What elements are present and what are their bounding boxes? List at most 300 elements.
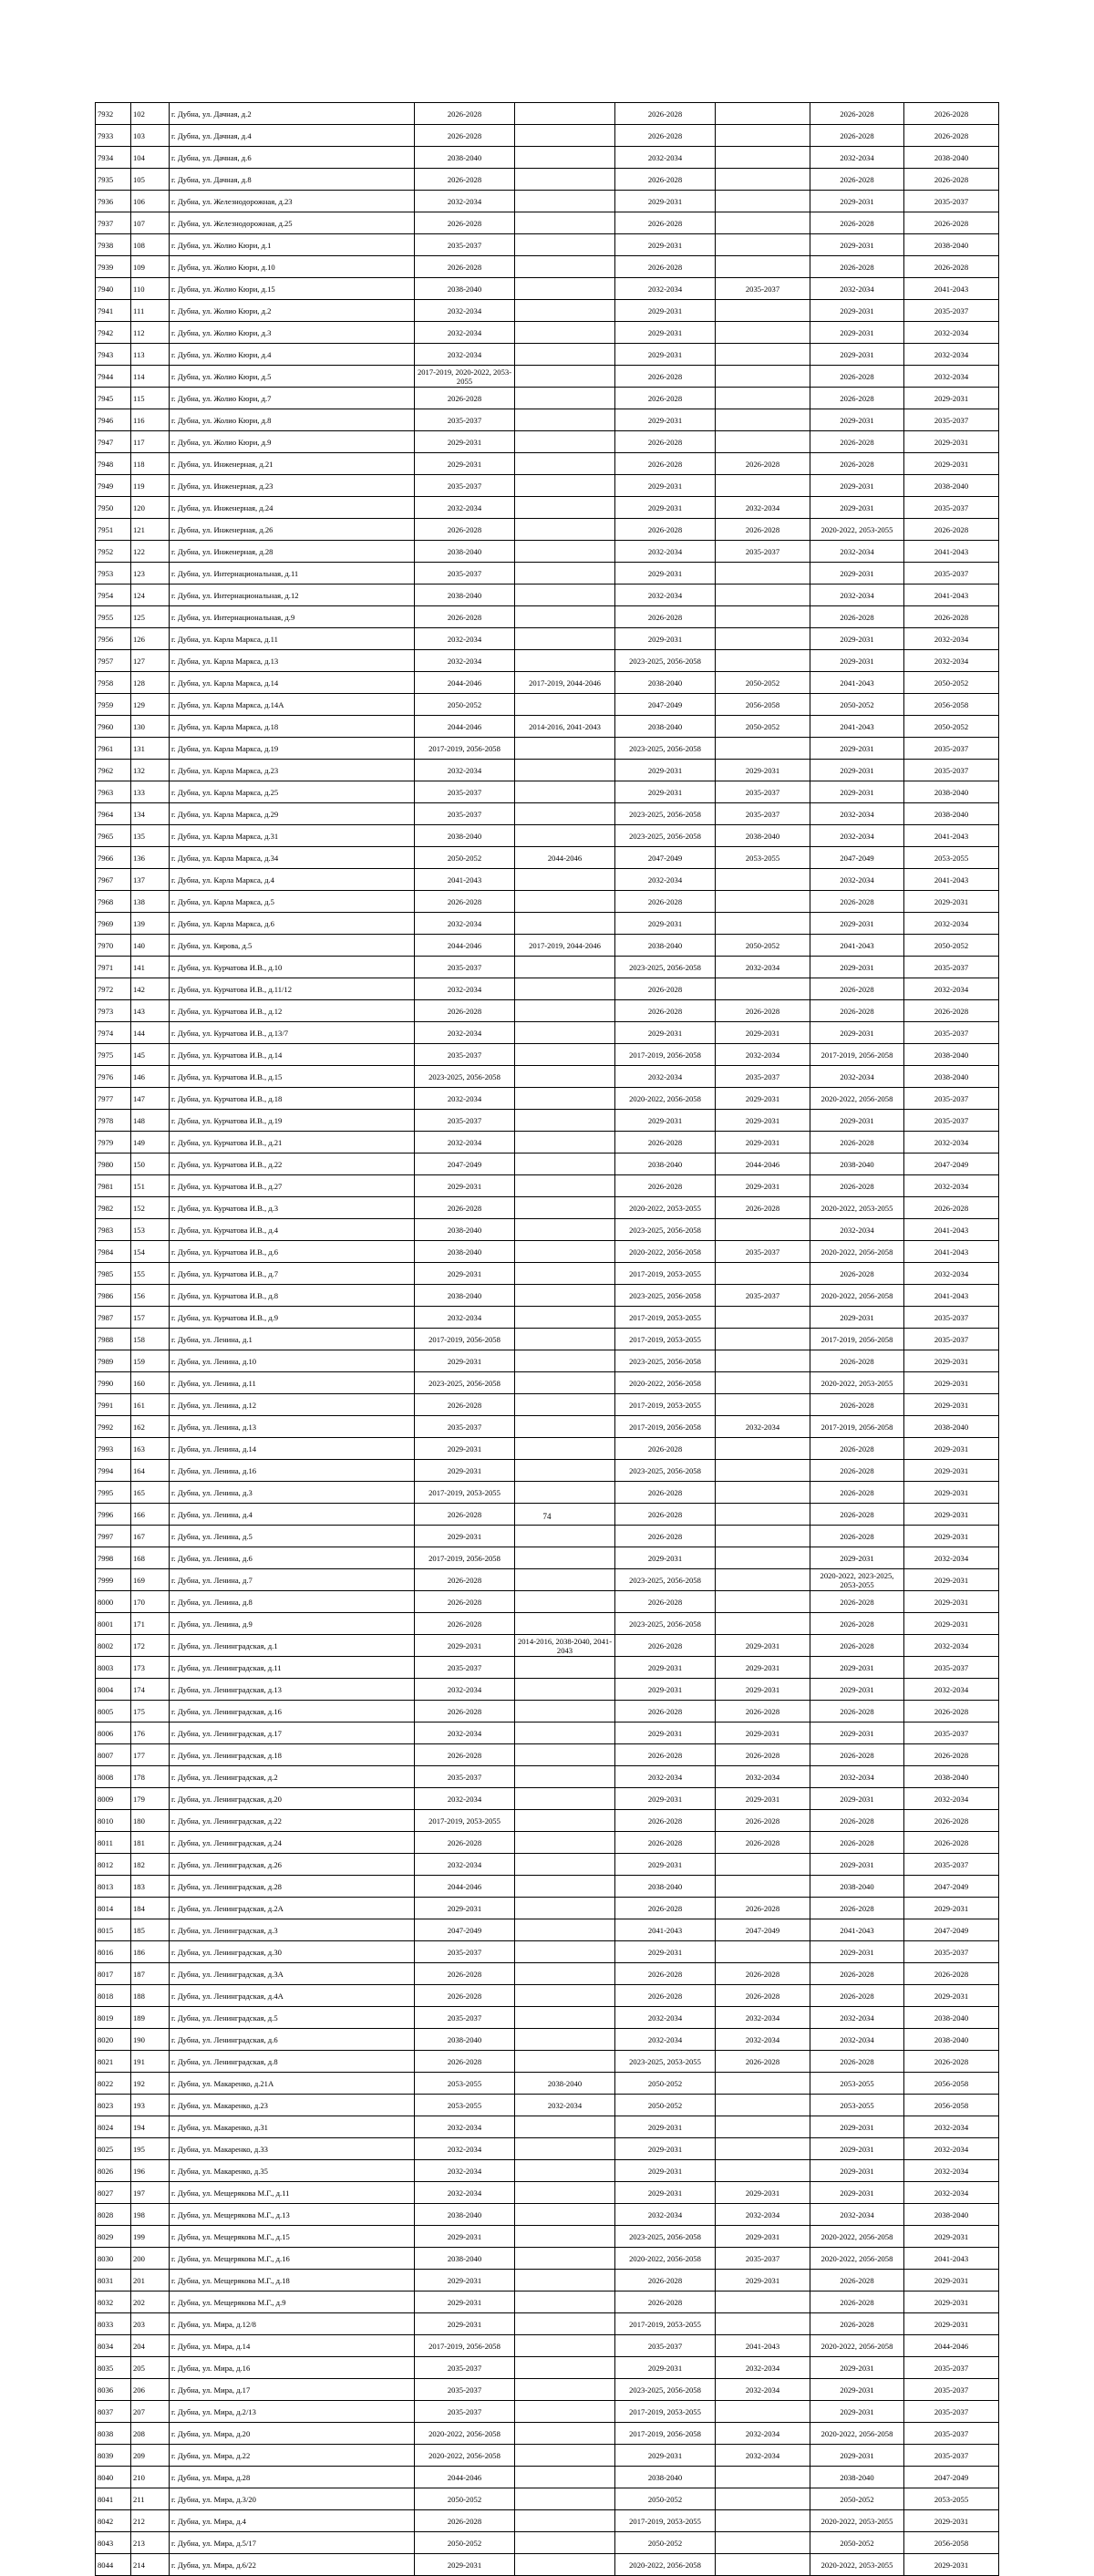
period-cell-5: 2029-2031 [810,628,904,650]
address-cell: г. Дубна, ул. Инженерная, д.23 [170,475,415,497]
period-cell-6: 2038-2040 [904,234,999,256]
row-index-cell: 153 [131,1219,170,1241]
period-cell-3: 2026-2028 [615,1438,716,1460]
period-cell-4: 2029-2031 [716,2226,810,2248]
period-cell-4: 2035-2037 [716,803,810,825]
row-index-cell: 188 [131,1985,170,2007]
address-cell: г. Дубна, ул. Жолио Кюри, д.1 [170,234,415,256]
row-index-cell: 167 [131,1526,170,1547]
table-row [96,2007,999,2029]
period-cell-1: 2044-2046 [415,1876,515,1898]
period-cell-4: 2050-2052 [716,716,810,738]
period-cell-2 [515,1591,615,1613]
row-index-cell: 145 [131,1044,170,1066]
period-cell-4 [716,388,810,409]
period-cell-4: 2032-2034 [716,2357,810,2379]
address-cell: г. Дубна, ул. Жолио Кюри, д.4 [170,344,415,366]
row-number-cell: 7952 [96,541,131,563]
period-cell-5: 2026-2028 [810,1504,904,1526]
period-cell-5: 2026-2028 [810,2292,904,2313]
period-cell-2 [515,256,615,278]
period-cell-5: 2038-2040 [810,2467,904,2488]
period-cell-2 [515,212,615,234]
table-body [96,103,999,2576]
period-cell-2 [515,1350,615,1372]
address-cell: г. Дубна, ул. Инженерная, д.28 [170,541,415,563]
period-cell-3: 2032-2034 [615,2029,716,2051]
period-cell-2 [515,803,615,825]
row-number-cell: 8044 [96,2554,131,2576]
table-row [96,2116,999,2138]
table-row [96,694,999,716]
table-row [96,1810,999,1832]
address-cell: г. Дубна, ул. Курчатова И.В., д.12 [170,1000,415,1022]
period-cell-5: 2026-2028 [810,1263,904,1285]
period-cell-2 [515,760,615,781]
period-cell-2 [515,825,615,847]
period-cell-5: 2026-2028 [810,1438,904,1460]
row-number-cell: 8008 [96,1766,131,1788]
row-index-cell: 152 [131,1197,170,1219]
row-number-cell: 7981 [96,1175,131,1197]
period-cell-1: 2038-2040 [415,1219,515,1241]
row-index-cell: 123 [131,563,170,585]
period-cell-5: 2026-2028 [810,2313,904,2335]
period-cell-1: 2032-2034 [415,344,515,366]
period-cell-5: 2029-2031 [810,1110,904,1132]
row-index-cell: 200 [131,2248,170,2270]
period-cell-3: 2023-2025, 2056-2058 [615,1219,716,1241]
table-row [96,1482,999,1504]
table-row [96,1679,999,1701]
period-cell-5: 2026-2028 [810,1985,904,2007]
address-cell: г. Дубна, ул. Ленинградская, д.18 [170,1744,415,1766]
row-number-cell: 7936 [96,191,131,212]
period-cell-1: 2035-2037 [415,1657,515,1679]
period-cell-2 [515,957,615,978]
address-cell: г. Дубна, ул. Ленинградская, д.26 [170,1854,415,1876]
period-cell-5: 2026-2028 [810,1000,904,1022]
period-cell-5: 2032-2034 [810,278,904,300]
period-cell-3: 2029-2031 [615,1788,716,1810]
period-cell-6: 2038-2040 [904,803,999,825]
period-cell-5: 2017-2019, 2056-2058 [810,1416,904,1438]
period-cell-4 [716,1263,810,1285]
period-cell-2 [515,1372,615,1394]
period-cell-3: 2026-2028 [615,2292,716,2313]
period-cell-5: 2026-2028 [810,1175,904,1197]
table-row [96,256,999,278]
period-cell-4: 2029-2031 [716,1788,810,1810]
table-row [96,891,999,913]
period-cell-5: 2020-2022, 2056-2058 [810,1088,904,1110]
row-number-cell: 7995 [96,1482,131,1504]
period-cell-5: 2029-2031 [810,1547,904,1569]
period-cell-5: 2050-2052 [810,2488,904,2510]
period-cell-1: 2017-2019, 2056-2058 [415,2335,515,2357]
table-row [96,2051,999,2073]
period-cell-6: 2038-2040 [904,1416,999,1438]
row-index-cell: 187 [131,1963,170,1985]
table-row [96,1547,999,1569]
period-cell-5: 2032-2034 [810,1066,904,1088]
period-cell-3: 2023-2025, 2056-2058 [615,2226,716,2248]
period-cell-5: 2020-2022, 2053-2055 [810,1197,904,1219]
row-index-cell: 136 [131,847,170,869]
period-cell-4 [716,431,810,453]
period-cell-1: 2017-2019, 2053-2055 [415,1810,515,1832]
address-cell: г. Дубна, ул. Ленинградская, д.17 [170,1723,415,1744]
address-cell: г. Дубна, ул. Ленина, д.13 [170,1416,415,1438]
period-cell-1: 2026-2028 [415,103,515,125]
period-cell-1: 2032-2034 [415,2160,515,2182]
row-number-cell: 7997 [96,1526,131,1547]
period-cell-3: 2017-2019, 2053-2055 [615,1307,716,1329]
period-cell-3: 2029-2031 [615,1022,716,1044]
row-number-cell: 8035 [96,2357,131,2379]
period-cell-6: 2035-2037 [904,1110,999,1132]
period-cell-4: 2032-2034 [716,957,810,978]
period-cell-6: 2032-2034 [904,1635,999,1657]
period-cell-6: 2035-2037 [904,2423,999,2445]
period-cell-2 [515,891,615,913]
table-row [96,431,999,453]
period-cell-2 [515,409,615,431]
period-cell-2 [515,2292,615,2313]
row-index-cell: 199 [131,2226,170,2248]
period-cell-3: 2032-2034 [615,585,716,606]
period-cell-4 [716,1438,810,1460]
period-cell-5: 2032-2034 [810,825,904,847]
period-cell-3: 2026-2028 [615,366,716,388]
period-cell-2 [515,2182,615,2204]
row-number-cell: 8001 [96,1613,131,1635]
address-cell: г. Дубна, ул. Ленинградская, д.5 [170,2007,415,2029]
period-cell-1: 2026-2028 [415,1394,515,1416]
period-cell-4: 2026-2028 [716,1898,810,1919]
row-number-cell: 8027 [96,2182,131,2204]
table-row [96,212,999,234]
period-cell-1: 2026-2028 [415,1963,515,1985]
address-cell: г. Дубна, ул. Дачная, д.6 [170,147,415,169]
address-cell: г. Дубна, ул. Жолио Кюри, д.15 [170,278,415,300]
table-row [96,191,999,212]
period-cell-3: 2029-2031 [615,1854,716,1876]
period-cell-6: 2044-2046 [904,2335,999,2357]
period-cell-6: 2035-2037 [904,497,999,519]
address-cell: г. Дубна, ул. Кирова, д.5 [170,935,415,957]
address-cell: г. Дубна, ул. Курчатова И.В., д.7 [170,1263,415,1285]
period-cell-1: 2026-2028 [415,1569,515,1591]
period-cell-1: 2035-2037 [415,1941,515,1963]
period-cell-1: 2032-2034 [415,760,515,781]
table-row [96,1197,999,1219]
period-cell-2 [515,1679,615,1701]
period-cell-2 [515,2467,615,2488]
row-index-cell: 197 [131,2182,170,2204]
period-cell-2 [515,1044,615,1066]
period-cell-6: 2035-2037 [904,2401,999,2423]
period-cell-6: 2047-2049 [904,1154,999,1175]
period-cell-3: 2026-2028 [615,1898,716,1919]
address-cell: г. Дубна, ул. Жолио Кюри, д.2 [170,300,415,322]
period-cell-4 [716,2488,810,2510]
period-cell-3: 2026-2028 [615,1744,716,1766]
row-number-cell: 7963 [96,781,131,803]
period-cell-6: 2029-2031 [904,1372,999,1394]
period-cell-6: 2029-2031 [904,1482,999,1504]
address-cell: г. Дубна, ул. Курчатова И.В., д.15 [170,1066,415,1088]
address-cell: г. Дубна, ул. Мещерякова М.Г., д.16 [170,2248,415,2270]
period-cell-1: 2032-2034 [415,1854,515,1876]
address-cell: г. Дубна, ул. Макаренко, д.21А [170,2073,415,2095]
table-row [96,1285,999,1307]
address-cell: г. Дубна, ул. Карла Маркса, д.13 [170,650,415,672]
period-cell-6: 2035-2037 [904,1941,999,1963]
period-cell-2 [515,2510,615,2532]
address-cell: г. Дубна, ул. Жолио Кюри, д.8 [170,409,415,431]
period-cell-6: 2026-2028 [904,1744,999,1766]
period-cell-5: 2029-2031 [810,409,904,431]
period-cell-1: 2026-2028 [415,519,515,541]
address-cell: г. Дубна, ул. Карла Маркса, д.11 [170,628,415,650]
period-cell-2 [515,1263,615,1285]
period-cell-5: 2029-2031 [810,2182,904,2204]
row-index-cell: 185 [131,1919,170,1941]
period-cell-6: 2047-2049 [904,2467,999,2488]
period-cell-5: 2029-2031 [810,1657,904,1679]
address-cell: г. Дубна, ул. Мещерякова М.Г., д.9 [170,2292,415,2313]
period-cell-4: 2035-2037 [716,278,810,300]
period-cell-2: 2017-2019, 2044-2046 [515,935,615,957]
period-cell-4: 2032-2034 [716,2029,810,2051]
table-row [96,738,999,760]
period-cell-2 [515,2007,615,2029]
period-cell-4 [716,1591,810,1613]
period-cell-3: 2023-2025, 2056-2058 [615,1460,716,1482]
period-cell-3: 2029-2031 [615,2445,716,2467]
row-index-cell: 169 [131,1569,170,1591]
period-cell-6: 2041-2043 [904,585,999,606]
row-number-cell: 7989 [96,1350,131,1372]
address-cell: г. Дубна, ул. Ленинградская, д.3 [170,1919,415,1941]
address-cell: г. Дубна, ул. Ленинградская, д.28 [170,1876,415,1898]
period-cell-2 [515,344,615,366]
period-cell-5: 2032-2034 [810,2007,904,2029]
period-cell-5: 2029-2031 [810,913,904,935]
period-cell-2 [515,563,615,585]
period-cell-4 [716,475,810,497]
row-index-cell: 141 [131,957,170,978]
address-cell: г. Дубна, ул. Макаренко, д.23 [170,2095,415,2116]
address-cell: г. Дубна, ул. Мира, д.14 [170,2335,415,2357]
table-row [96,1175,999,1197]
period-cell-1: 2035-2037 [415,1044,515,1066]
period-cell-3: 2020-2022, 2056-2058 [615,1088,716,1110]
row-number-cell: 7976 [96,1066,131,1088]
row-number-cell: 8011 [96,1832,131,1854]
row-number-cell: 8024 [96,2116,131,2138]
period-cell-3: 2023-2025, 2056-2058 [615,803,716,825]
table-row [96,1438,999,1460]
period-cell-6: 2041-2043 [904,2248,999,2270]
period-cell-3: 2032-2034 [615,869,716,891]
address-cell: г. Дубна, ул. Курчатова И.В., д.8 [170,1285,415,1307]
row-index-cell: 155 [131,1263,170,1285]
period-cell-1: 2020-2022, 2056-2058 [415,2445,515,2467]
row-index-cell: 205 [131,2357,170,2379]
period-cell-3: 2029-2031 [615,409,716,431]
table-row [96,672,999,694]
period-cell-6: 2035-2037 [904,2379,999,2401]
period-cell-5: 2029-2031 [810,2445,904,2467]
period-cell-2 [515,519,615,541]
period-cell-2 [515,2204,615,2226]
address-cell: г. Дубна, ул. Курчатова И.В., д.11/12 [170,978,415,1000]
row-number-cell: 7977 [96,1088,131,1110]
period-cell-4 [716,1372,810,1394]
row-index-cell: 102 [131,103,170,125]
row-index-cell: 172 [131,1635,170,1657]
period-cell-1: 2047-2049 [415,1154,515,1175]
period-cell-2 [515,1066,615,1088]
period-cell-1: 2047-2049 [415,1919,515,1941]
table-row [96,2160,999,2182]
period-cell-6: 2035-2037 [904,1088,999,1110]
period-cell-5: 2026-2028 [810,1963,904,1985]
address-cell: г. Дубна, ул. Дачная, д.4 [170,125,415,147]
row-number-cell: 7947 [96,431,131,453]
table-row [96,1963,999,1985]
row-index-cell: 190 [131,2029,170,2051]
period-cell-4: 2026-2028 [716,1985,810,2007]
period-cell-5: 2020-2022, 2053-2055 [810,2510,904,2532]
period-cell-4: 2035-2037 [716,541,810,563]
period-cell-2 [515,2488,615,2510]
row-index-cell: 151 [131,1175,170,1197]
address-cell: г. Дубна, ул. Интернациональная, д.11 [170,563,415,585]
row-number-cell: 7979 [96,1132,131,1154]
row-index-cell: 162 [131,1416,170,1438]
period-cell-6: 2035-2037 [904,1657,999,1679]
period-cell-5: 2032-2034 [810,803,904,825]
period-cell-4 [716,628,810,650]
row-number-cell: 7951 [96,519,131,541]
row-number-cell: 7940 [96,278,131,300]
row-number-cell: 7934 [96,147,131,169]
table-row [96,1832,999,1854]
address-cell: г. Дубна, ул. Жолио Кюри, д.3 [170,322,415,344]
period-cell-6: 2029-2031 [904,2292,999,2313]
period-cell-3: 2029-2031 [615,322,716,344]
table-row [96,803,999,825]
period-cell-4: 2035-2037 [716,2248,810,2270]
period-cell-4 [716,891,810,913]
period-cell-5: 2026-2028 [810,2270,904,2292]
period-cell-5: 2026-2028 [810,1613,904,1635]
address-cell: г. Дубна, ул. Ленинградская, д.8 [170,2051,415,2073]
period-cell-6: 2032-2034 [904,1132,999,1154]
period-cell-3: 2020-2022, 2056-2058 [615,1372,716,1394]
period-cell-3: 2017-2019, 2053-2055 [615,1329,716,1350]
period-cell-4: 2035-2037 [716,1066,810,1088]
address-cell: г. Дубна, ул. Железнодорожная, д.25 [170,212,415,234]
period-cell-6: 2026-2028 [904,519,999,541]
period-cell-6: 2035-2037 [904,409,999,431]
row-index-cell: 201 [131,2270,170,2292]
period-cell-4 [716,1854,810,1876]
period-cell-6: 2029-2031 [904,1569,999,1591]
period-cell-3: 2038-2040 [615,935,716,957]
row-index-cell: 175 [131,1701,170,1723]
period-cell-5: 2026-2028 [810,1898,904,1919]
period-cell-1: 2053-2055 [415,2073,515,2095]
table-row [96,1985,999,2007]
period-cell-6: 2026-2028 [904,1197,999,1219]
period-cell-3: 2026-2028 [615,431,716,453]
period-cell-4: 2029-2031 [716,1679,810,1701]
row-index-cell: 111 [131,300,170,322]
period-cell-3: 2026-2028 [615,1832,716,1854]
period-cell-3: 2023-2025, 2056-2058 [615,825,716,847]
period-cell-3: 2026-2028 [615,1000,716,1022]
row-index-cell: 119 [131,475,170,497]
period-cell-1: 2038-2040 [415,1285,515,1307]
period-cell-1: 2029-2031 [415,1438,515,1460]
period-cell-5: 2032-2034 [810,147,904,169]
table-row [96,1372,999,1394]
period-cell-2 [515,300,615,322]
period-cell-6: 2029-2031 [904,1350,999,1372]
table-row [96,2423,999,2445]
row-number-cell: 8025 [96,2138,131,2160]
period-cell-6: 2029-2031 [904,2554,999,2576]
period-cell-6: 2026-2028 [904,2051,999,2073]
period-cell-6: 2035-2037 [904,2445,999,2467]
table-row [96,935,999,957]
period-cell-5: 2026-2028 [810,1832,904,1854]
period-cell-6: 2032-2034 [904,650,999,672]
period-cell-5: 2020-2022, 2053-2055 [810,2554,904,2576]
period-cell-2 [515,1963,615,1985]
period-cell-1: 2026-2028 [415,1591,515,1613]
row-index-cell: 170 [131,1591,170,1613]
period-cell-2 [515,2160,615,2182]
row-index-cell: 127 [131,650,170,672]
period-cell-3: 2035-2037 [615,2335,716,2357]
period-cell-6: 2026-2028 [904,169,999,191]
table-row [96,2073,999,2095]
address-cell: г. Дубна, ул. Мира, д.12/8 [170,2313,415,2335]
period-cell-1: 2038-2040 [415,2204,515,2226]
period-cell-5: 2017-2019, 2056-2058 [810,1044,904,1066]
period-cell-6: 2032-2034 [904,1679,999,1701]
row-index-cell: 108 [131,234,170,256]
period-cell-6: 2029-2031 [904,1460,999,1482]
row-number-cell: 8018 [96,1985,131,2007]
period-cell-1: 2029-2031 [415,2554,515,2576]
period-cell-3: 2017-2019, 2056-2058 [615,2423,716,2445]
row-index-cell: 176 [131,1723,170,1744]
row-number-cell: 7954 [96,585,131,606]
table-row [96,716,999,738]
period-cell-6: 2029-2031 [904,1985,999,2007]
period-cell-6: 2026-2028 [904,103,999,125]
row-number-cell: 8040 [96,2467,131,2488]
row-number-cell: 7985 [96,1263,131,1285]
period-cell-3: 2026-2028 [615,1132,716,1154]
period-cell-4 [716,869,810,891]
